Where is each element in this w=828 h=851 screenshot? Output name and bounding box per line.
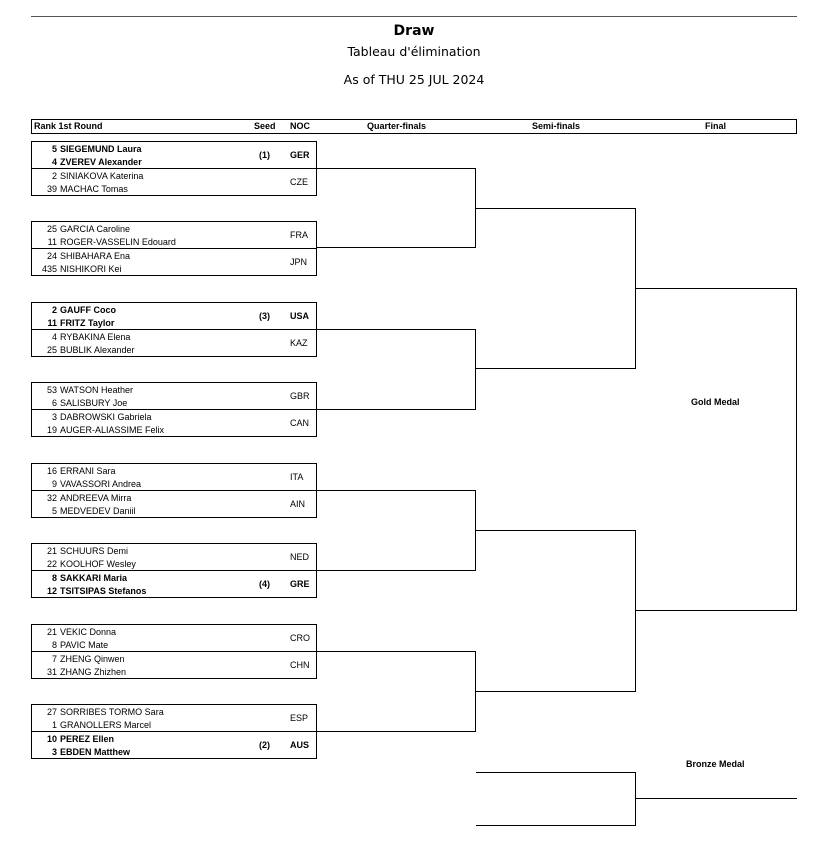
rank: 8 xyxy=(51,573,57,583)
rank: 19 xyxy=(46,425,57,435)
col-semi-finals: Semi-finals xyxy=(532,121,581,131)
player-line-2 xyxy=(32,184,128,194)
rank: 9 xyxy=(51,479,57,489)
player-name: SINIAKOVA Katerina xyxy=(60,171,144,181)
player-name: ERRANI Sara xyxy=(60,466,116,476)
player-name: KOOLHOF Wesley xyxy=(60,559,136,569)
player-name: AUGER-ALIASSIME Felix xyxy=(60,425,165,435)
draw-pair xyxy=(31,248,317,276)
rank: 22 xyxy=(46,559,57,569)
draw-pair xyxy=(31,543,317,571)
player-line-2 xyxy=(32,479,141,489)
noc-code: CZE xyxy=(290,177,308,187)
page-title: Draw xyxy=(393,23,435,39)
seed: (2) xyxy=(259,740,270,750)
player-name: GAUFF Coco xyxy=(60,305,116,315)
player-name: PAVIC Mate xyxy=(60,640,109,650)
rank: 5 xyxy=(51,506,57,516)
rank: 3 xyxy=(51,747,57,757)
draw-pair xyxy=(31,302,317,330)
player-name: NISHIKORI Kei xyxy=(60,264,122,274)
player-line-1 xyxy=(32,654,125,664)
rank: 27 xyxy=(46,707,57,717)
rank: 21 xyxy=(46,627,57,637)
rank: 8 xyxy=(51,640,57,650)
player-line-1 xyxy=(32,305,116,315)
player-name: SIEGEMUND Laura xyxy=(60,144,142,154)
gold-medal-label: Gold Medal xyxy=(691,397,740,407)
rank: 6 xyxy=(51,398,57,408)
player-name: ROGER-VASSELIN Edouard xyxy=(60,237,176,247)
rank: 4 xyxy=(51,332,57,342)
col-seed: Seed xyxy=(254,121,276,131)
player-line-1 xyxy=(32,224,130,234)
seed: (3) xyxy=(259,311,270,321)
player-name: GRANOLLERS Marcel xyxy=(60,720,152,730)
player-line-2 xyxy=(32,398,127,408)
player-name: DABROWSKI Gabriela xyxy=(60,412,152,422)
rank: 2 xyxy=(51,305,57,315)
player-line-2 xyxy=(32,559,136,569)
draw-pair xyxy=(31,651,317,679)
noc-code: CHN xyxy=(290,660,310,670)
noc-code: ITA xyxy=(290,472,304,482)
noc-code: AIN xyxy=(290,499,306,509)
draw-pair xyxy=(31,731,317,759)
col-rank-round: Rank 1st Round xyxy=(34,121,103,131)
rank: 10 xyxy=(46,734,57,744)
player-line-1 xyxy=(32,493,131,503)
noc-code: AUS xyxy=(290,740,310,750)
player-name: SALISBURY Joe xyxy=(60,398,128,408)
noc-code: FRA xyxy=(290,230,308,240)
draw-pair xyxy=(31,221,317,249)
player-name: RYBAKINA Elena xyxy=(60,332,131,342)
player-line-1 xyxy=(32,573,127,583)
rank: 11 xyxy=(47,237,57,247)
player-line-1 xyxy=(32,734,114,744)
rank: 24 xyxy=(46,251,57,261)
player-name: VEKIC Donna xyxy=(60,627,117,637)
player-line-2 xyxy=(32,720,151,730)
rank: 25 xyxy=(46,345,57,355)
player-line-2 xyxy=(32,264,122,274)
draw-pair xyxy=(31,704,317,732)
player-name: FRITZ Taylor xyxy=(60,318,115,328)
player-name: SHIBAHARA Ena xyxy=(60,251,131,261)
noc-code: CRO xyxy=(290,633,310,643)
player-line-1 xyxy=(32,385,133,395)
rank: 3 xyxy=(51,412,57,422)
player-name: SAKKARI Maria xyxy=(60,573,128,583)
bronze-medal-label: Bronze Medal xyxy=(686,759,745,769)
player-line-2 xyxy=(32,586,146,596)
player-line-1 xyxy=(32,171,143,181)
noc-code: CAN xyxy=(290,418,310,428)
rank: 435 xyxy=(41,264,57,274)
player-name: MACHAC Tomas xyxy=(60,184,128,194)
player-name: PEREZ Ellen xyxy=(60,734,115,744)
player-line-2 xyxy=(32,667,126,677)
draw-pair xyxy=(31,382,317,410)
rank: 21 xyxy=(46,546,57,556)
seed: (4) xyxy=(259,579,270,589)
player-name: BUBLIK Alexander xyxy=(60,345,135,355)
col-noc: NOC xyxy=(290,121,310,131)
player-name: MEDVEDEV Daniil xyxy=(60,506,136,516)
player-line-1 xyxy=(32,627,116,637)
rank: 4 xyxy=(51,157,57,167)
rank: 25 xyxy=(46,224,57,234)
draw-pair xyxy=(31,463,317,491)
noc-code: JPN xyxy=(290,257,308,267)
player-line-1 xyxy=(32,546,128,556)
player-name: GARCIA Caroline xyxy=(60,224,131,234)
rank: 32 xyxy=(46,493,57,503)
player-line-2 xyxy=(32,506,136,516)
player-name: WATSON Heather xyxy=(60,385,134,395)
rank: 1 xyxy=(51,720,57,730)
noc-code: GER xyxy=(290,150,310,160)
player-line-2 xyxy=(32,237,176,247)
noc-code: ESP xyxy=(290,713,309,723)
rank: 16 xyxy=(46,466,57,476)
rank: 5 xyxy=(51,144,57,154)
noc-code: GBR xyxy=(290,391,310,401)
player-line-2 xyxy=(32,157,142,167)
player-name: TSITSIPAS Stefanos xyxy=(60,586,147,596)
player-line-1 xyxy=(32,466,116,476)
player-name: ZVEREV Alexander xyxy=(60,157,142,167)
player-line-1 xyxy=(32,332,130,342)
noc-code: GRE xyxy=(290,579,310,589)
player-line-1 xyxy=(32,144,142,154)
draw-pair xyxy=(31,490,317,518)
rank: 39 xyxy=(46,184,57,194)
player-line-2 xyxy=(32,640,108,650)
draw-pair xyxy=(31,570,317,598)
player-line-1 xyxy=(32,707,164,717)
noc-code: KAZ xyxy=(290,338,308,348)
rank: 12 xyxy=(46,586,57,596)
noc-code: USA xyxy=(290,311,310,321)
player-name: VAVASSORI Andrea xyxy=(60,479,142,489)
seed: (1) xyxy=(259,150,270,160)
noc-code: NED xyxy=(290,552,310,562)
player-line-2 xyxy=(32,318,114,328)
col-final: Final xyxy=(705,121,727,131)
player-line-2 xyxy=(32,345,135,355)
player-line-2 xyxy=(32,747,130,757)
col-quarter-finals: Quarter-finals xyxy=(367,121,427,131)
draw-pair xyxy=(31,624,317,652)
draw-pair xyxy=(31,168,317,196)
player-name: ZHANG Zhizhen xyxy=(60,667,127,677)
rank: 31 xyxy=(46,667,57,677)
rank: 7 xyxy=(51,654,57,664)
rank: 53 xyxy=(46,385,57,395)
as-of-date: As of THU 25 JUL 2024 xyxy=(343,72,485,87)
player-name: ANDREEVA Mirra xyxy=(60,493,132,503)
rank: 2 xyxy=(51,171,57,181)
page-subtitle: Tableau d'élimination xyxy=(347,44,481,59)
rank: 11 xyxy=(47,318,57,328)
player-name: SCHUURS Demi xyxy=(60,546,129,556)
player-line-1 xyxy=(32,251,130,261)
player-name: EBDEN Matthew xyxy=(60,747,131,757)
player-line-2 xyxy=(32,425,164,435)
draw-pair xyxy=(31,141,317,169)
player-name: SORRIBES TORMO Sara xyxy=(60,707,164,717)
draw-pair xyxy=(31,329,317,357)
player-name: ZHENG Qinwen xyxy=(60,654,125,664)
draw-pair xyxy=(31,409,317,437)
player-line-1 xyxy=(32,412,152,422)
